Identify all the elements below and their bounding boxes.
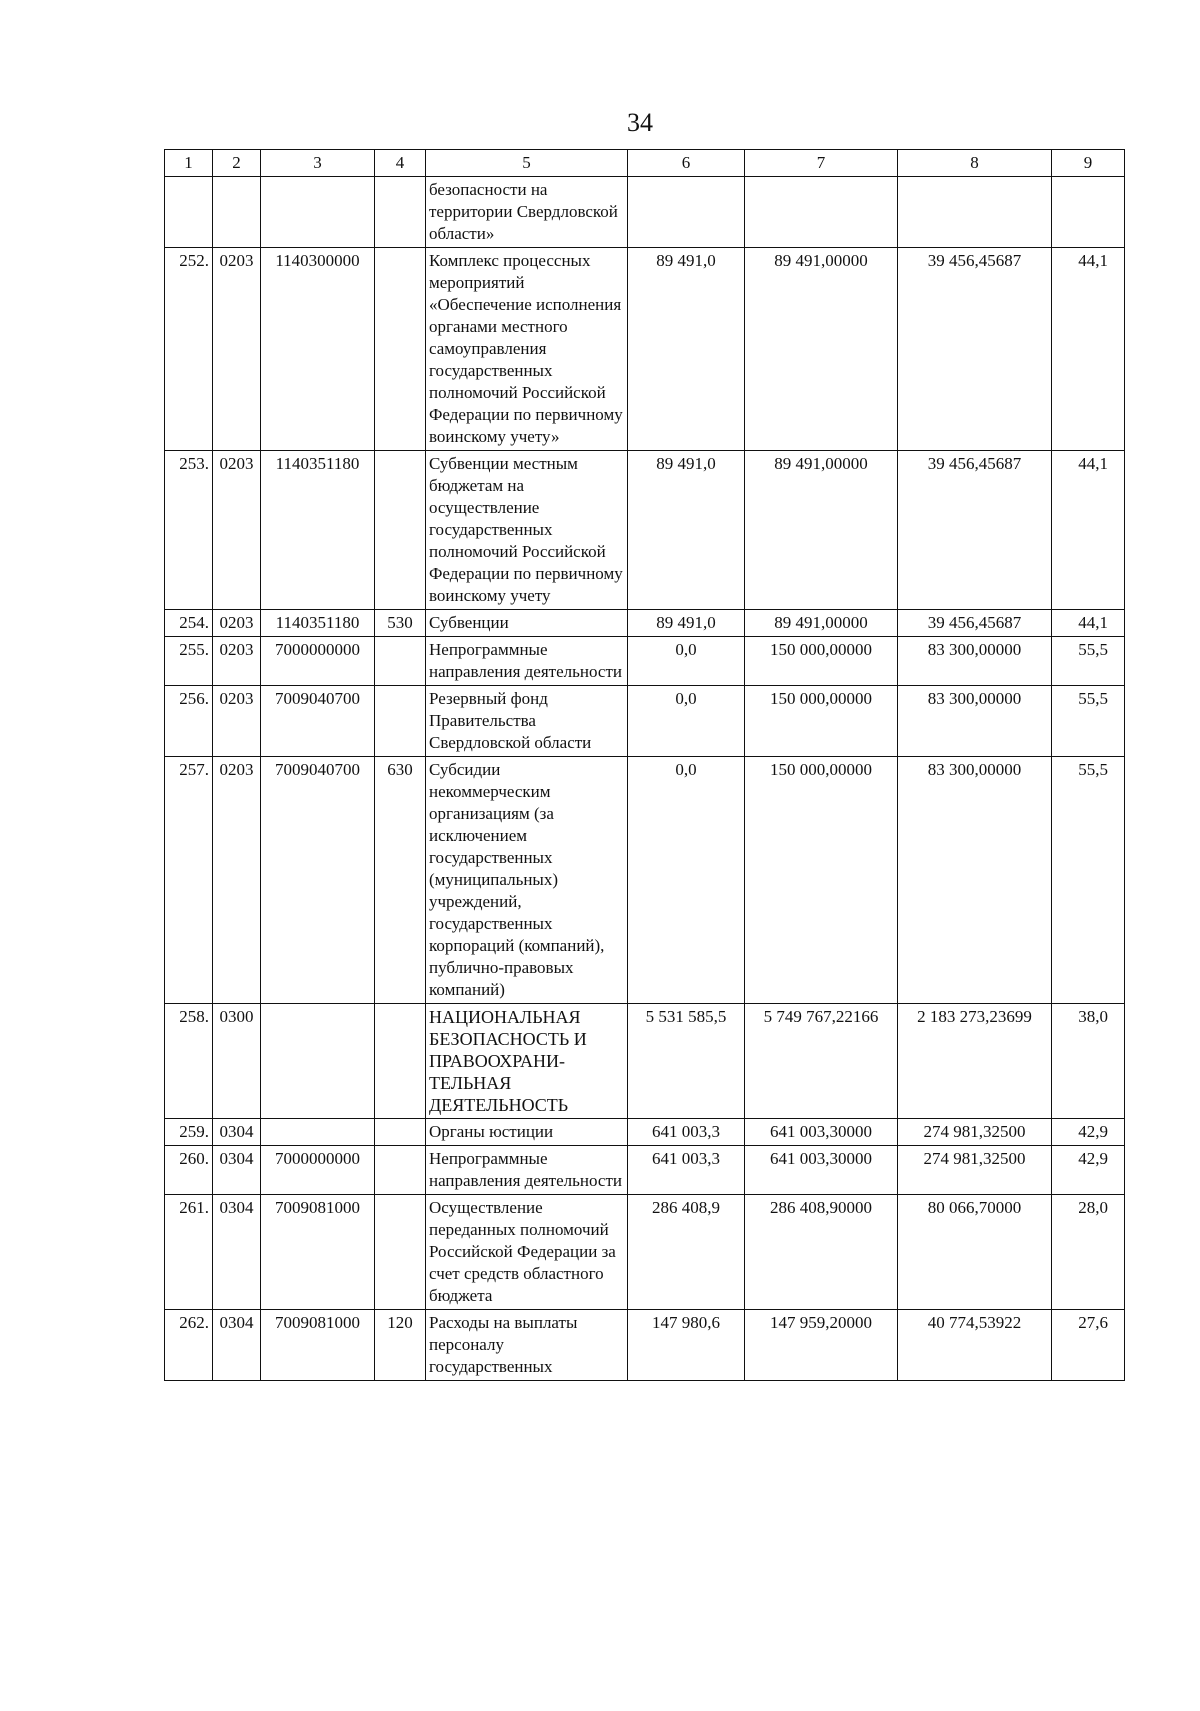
adjusted-amount: 89 491,00000 <box>745 451 898 610</box>
col-header: 5 <box>426 150 628 177</box>
table-row <box>165 1146 1125 1195</box>
expense-type-code: 630 <box>375 757 426 1004</box>
row-number: 257. <box>165 757 213 1004</box>
execution-percent: 44,1 <box>1052 248 1125 451</box>
adjusted-amount: 286 408,90000 <box>745 1195 898 1310</box>
target-article-code: 7009081000 <box>261 1195 375 1310</box>
item-name: Субсидии некоммерческим организациям (за исключением государственных (муниципальных) учреждений, государственных корпораций (компаний), публично-правовых компаний) <box>426 757 628 1004</box>
section-code: 0203 <box>213 757 261 1004</box>
adjusted-amount: 89 491,00000 <box>745 610 898 637</box>
target-article-code: 7009040700 <box>261 757 375 1004</box>
approved-amount: 641 003,3 <box>628 1146 745 1195</box>
col-header: 7 <box>745 150 898 177</box>
section-code: 0203 <box>213 637 261 686</box>
section-code: 0203 <box>213 610 261 637</box>
expense-type-code <box>375 1119 426 1146</box>
table-row <box>165 637 1125 686</box>
approved-amount: 286 408,9 <box>628 1195 745 1310</box>
item-name: Комплекс процессных мероприятий «Обеспечение исполнения органами местного самоуправления государственных полномочий Российской Федерации по первичному воинскому учету» <box>426 248 628 451</box>
executed-amount: 83 300,00000 <box>898 686 1052 757</box>
approved-amount: 89 491,0 <box>628 610 745 637</box>
row-number: 261. <box>165 1195 213 1310</box>
target-article-code: 7009040700 <box>261 686 375 757</box>
execution-percent: 42,9 <box>1052 1146 1125 1195</box>
section-code: 0203 <box>213 451 261 610</box>
execution-percent: 44,1 <box>1052 451 1125 610</box>
execution-percent <box>1052 177 1125 248</box>
row-number: 252. <box>165 248 213 451</box>
item-name: Осуществление переданных полномочий Российской Федерации за счет средств областного бюджета <box>426 1195 628 1310</box>
expense-type-code: 530 <box>375 610 426 637</box>
approved-amount: 89 491,0 <box>628 451 745 610</box>
execution-percent: 38,0 <box>1052 1004 1125 1119</box>
table-row <box>165 1195 1125 1310</box>
target-article-code <box>261 177 375 248</box>
executed-amount: 39 456,45687 <box>898 248 1052 451</box>
item-name: Субвенции местным бюджетам на осуществление государственных полномочий Российской Федерации по первичному воинскому учету <box>426 451 628 610</box>
expense-type-code <box>375 451 426 610</box>
executed-amount: 83 300,00000 <box>898 757 1052 1004</box>
table-row <box>165 248 1125 451</box>
col-header: 6 <box>628 150 745 177</box>
row-number: 262. <box>165 1310 213 1381</box>
col-header: 4 <box>375 150 426 177</box>
table-row <box>165 610 1125 637</box>
target-article-code: 7000000000 <box>261 1146 375 1195</box>
table-row <box>165 1004 1125 1119</box>
col-header: 1 <box>165 150 213 177</box>
section-code: 0304 <box>213 1195 261 1310</box>
col-header: 9 <box>1052 150 1125 177</box>
section-code: 0300 <box>213 1004 261 1119</box>
expense-type-code <box>375 248 426 451</box>
section-code: 0304 <box>213 1146 261 1195</box>
executed-amount: 80 066,70000 <box>898 1195 1052 1310</box>
item-name: Расходы на выплаты персоналу государственных <box>426 1310 628 1381</box>
item-name: безопасности на территории Свердловской области» <box>426 177 628 248</box>
execution-percent: 28,0 <box>1052 1195 1125 1310</box>
approved-amount: 5 531 585,5 <box>628 1004 745 1119</box>
page-number: 34 <box>627 108 653 137</box>
section-code: 0304 <box>213 1310 261 1381</box>
expense-type-code <box>375 686 426 757</box>
execution-percent: 55,5 <box>1052 686 1125 757</box>
approved-amount: 0,0 <box>628 637 745 686</box>
adjusted-amount: 89 491,00000 <box>745 248 898 451</box>
target-article-code: 7000000000 <box>261 637 375 686</box>
row-number: 256. <box>165 686 213 757</box>
target-article-code: 7009081000 <box>261 1310 375 1381</box>
expense-type-code <box>375 177 426 248</box>
executed-amount: 39 456,45687 <box>898 451 1052 610</box>
expense-type-code <box>375 1146 426 1195</box>
row-number: 259. <box>165 1119 213 1146</box>
adjusted-amount: 150 000,00000 <box>745 637 898 686</box>
adjusted-amount: 147 959,20000 <box>745 1310 898 1381</box>
expense-type-code: 120 <box>375 1310 426 1381</box>
expense-type-code <box>375 1195 426 1310</box>
item-name: НАЦИОНАЛЬНАЯ БЕЗОПАСНОСТЬ И ПРАВООХРАНИ-ТЕЛЬНАЯ ДЕЯТЕЛЬНОСТЬ <box>426 1004 628 1119</box>
executed-amount: 274 981,32500 <box>898 1119 1052 1146</box>
approved-amount: 0,0 <box>628 757 745 1004</box>
approved-amount: 147 980,6 <box>628 1310 745 1381</box>
target-article-code: 1140351180 <box>261 451 375 610</box>
execution-percent: 44,1 <box>1052 610 1125 637</box>
target-article-code <box>261 1119 375 1146</box>
budget-table <box>164 149 1125 1381</box>
adjusted-amount: 150 000,00000 <box>745 757 898 1004</box>
execution-percent: 27,6 <box>1052 1310 1125 1381</box>
row-number: 253. <box>165 451 213 610</box>
adjusted-amount: 641 003,30000 <box>745 1146 898 1195</box>
col-header: 8 <box>898 150 1052 177</box>
expense-type-code <box>375 1004 426 1119</box>
item-name: Органы юстиции <box>426 1119 628 1146</box>
expense-type-code <box>375 637 426 686</box>
executed-amount <box>898 177 1052 248</box>
item-name: Непрограммные направления деятельности <box>426 1146 628 1195</box>
table-row <box>165 1119 1125 1146</box>
section-code <box>213 177 261 248</box>
table-row <box>165 177 1125 248</box>
table-body <box>165 177 1125 1381</box>
row-number: 255. <box>165 637 213 686</box>
row-number <box>165 177 213 248</box>
approved-amount: 641 003,3 <box>628 1119 745 1146</box>
col-header: 2 <box>213 150 261 177</box>
adjusted-amount: 5 749 767,22166 <box>745 1004 898 1119</box>
table-row <box>165 757 1125 1004</box>
section-code: 0203 <box>213 686 261 757</box>
executed-amount: 39 456,45687 <box>898 610 1052 637</box>
header-row <box>165 150 1125 177</box>
row-number: 258. <box>165 1004 213 1119</box>
section-code: 0304 <box>213 1119 261 1146</box>
approved-amount: 89 491,0 <box>628 248 745 451</box>
table-row <box>165 451 1125 610</box>
execution-percent: 55,5 <box>1052 637 1125 686</box>
executed-amount: 83 300,00000 <box>898 637 1052 686</box>
col-header: 3 <box>261 150 375 177</box>
adjusted-amount: 641 003,30000 <box>745 1119 898 1146</box>
approved-amount: 0,0 <box>628 686 745 757</box>
adjusted-amount: 150 000,00000 <box>745 686 898 757</box>
item-name: Субвенции <box>426 610 628 637</box>
item-name: Непрограммные направления деятельности <box>426 637 628 686</box>
target-article-code <box>261 1004 375 1119</box>
execution-percent: 42,9 <box>1052 1119 1125 1146</box>
approved-amount <box>628 177 745 248</box>
executed-amount: 274 981,32500 <box>898 1146 1052 1195</box>
target-article-code: 1140351180 <box>261 610 375 637</box>
item-name: Резервный фонд Правительства Свердловской области <box>426 686 628 757</box>
section-code: 0203 <box>213 248 261 451</box>
executed-amount: 40 774,53922 <box>898 1310 1052 1381</box>
executed-amount: 2 183 273,23699 <box>898 1004 1052 1119</box>
execution-percent: 55,5 <box>1052 757 1125 1004</box>
table-row <box>165 686 1125 757</box>
row-number: 260. <box>165 1146 213 1195</box>
table-row <box>165 1310 1125 1381</box>
target-article-code: 1140300000 <box>261 248 375 451</box>
row-number: 254. <box>165 610 213 637</box>
adjusted-amount <box>745 177 898 248</box>
